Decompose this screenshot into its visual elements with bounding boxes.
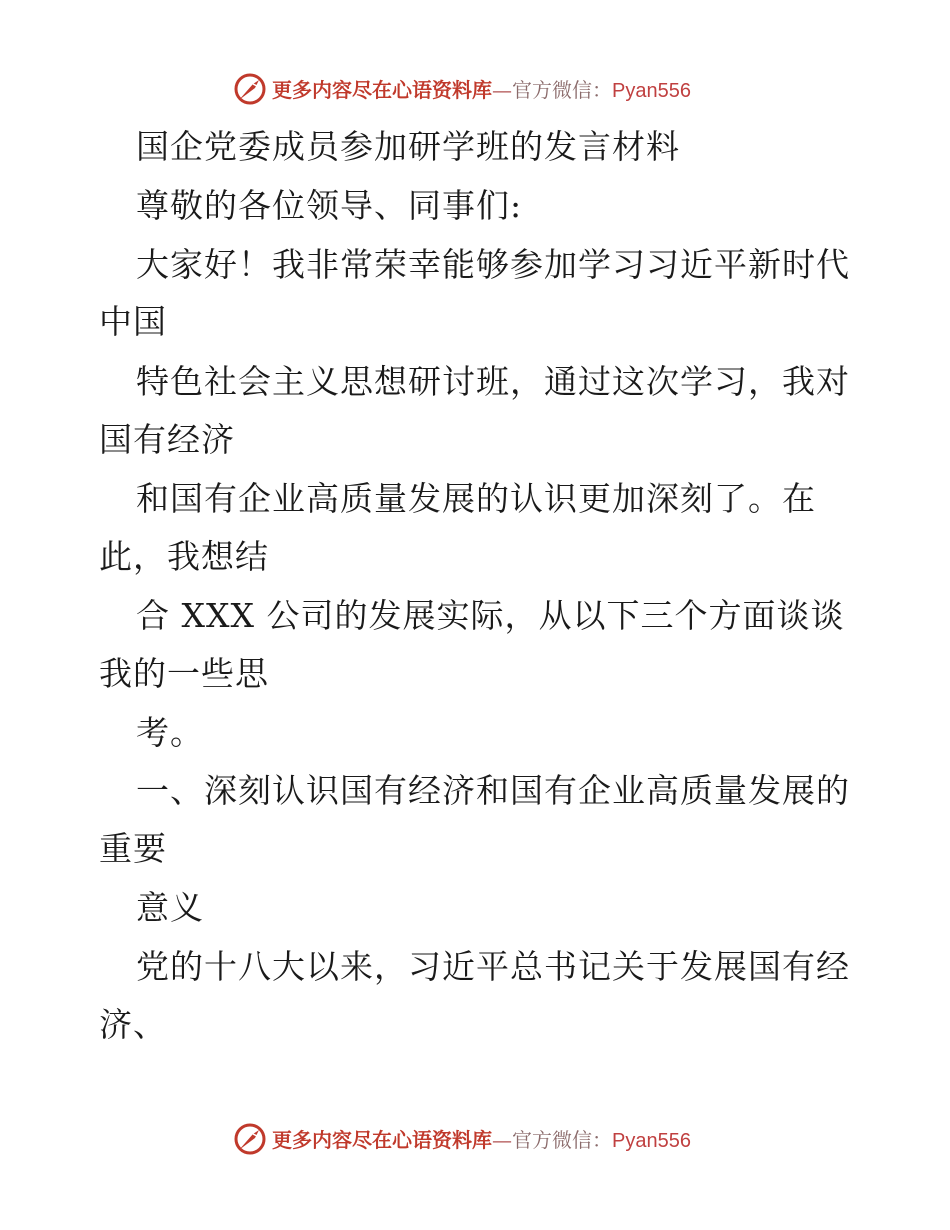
- quill-pen-seal-icon: [233, 72, 267, 106]
- header-banner-dash: —: [492, 78, 512, 102]
- salutation: 尊敬的各位领导、同事们:: [136, 186, 523, 225]
- paragraph-line: 和国有企业高质量发展的认识更加深刻了。在: [136, 479, 816, 518]
- header-banner-wechat-label: 官方微信：: [512, 78, 612, 102]
- paragraph-line: 济、: [99, 1005, 167, 1044]
- paragraph-line: 中国: [99, 302, 167, 341]
- paragraph-line: 党的十八大以来，习近平总书记关于发展国有经: [136, 947, 850, 986]
- footer-banner-wechat-id: Pyan556: [612, 1130, 691, 1152]
- paragraph-line: 考。: [136, 713, 204, 752]
- paragraph-line: 特色社会主义思想研讨班，通过这次学习，我对: [136, 362, 850, 401]
- paragraph-line: 合 XXX 公司的发展实际，从以下三个方面谈谈: [136, 596, 845, 635]
- header-banner-promo: 更多内容尽在心语资料库: [272, 78, 492, 102]
- header-banner: [0, 70, 950, 110]
- footer-banner-dash: —: [492, 1128, 512, 1152]
- section-heading: 意义: [136, 888, 204, 927]
- footer-banner-promo: 更多内容尽在心语资料库: [272, 1128, 492, 1152]
- paragraph-line: 大家好！我非常荣幸能够参加学习习近平新时代: [136, 245, 850, 284]
- paragraph-line: 我的一些思: [99, 654, 269, 693]
- section-heading: 一、深刻认识国有经济和国有企业高质量发展的: [136, 771, 850, 810]
- footer-banner: [0, 1120, 950, 1160]
- paragraph-line: 此，我想结: [99, 537, 269, 576]
- document-title: 国企党委成员参加研学班的发言材料: [136, 127, 680, 166]
- paragraph-line: 国有经济: [99, 420, 235, 459]
- header-banner-text: [272, 78, 691, 103]
- quill-pen-seal-icon: [233, 1122, 267, 1156]
- header-banner-wechat-id: Pyan556: [612, 80, 691, 102]
- footer-banner-text: [272, 1128, 691, 1153]
- section-heading: 重要: [99, 829, 167, 868]
- footer-banner-wechat-label: 官方微信：: [512, 1128, 612, 1152]
